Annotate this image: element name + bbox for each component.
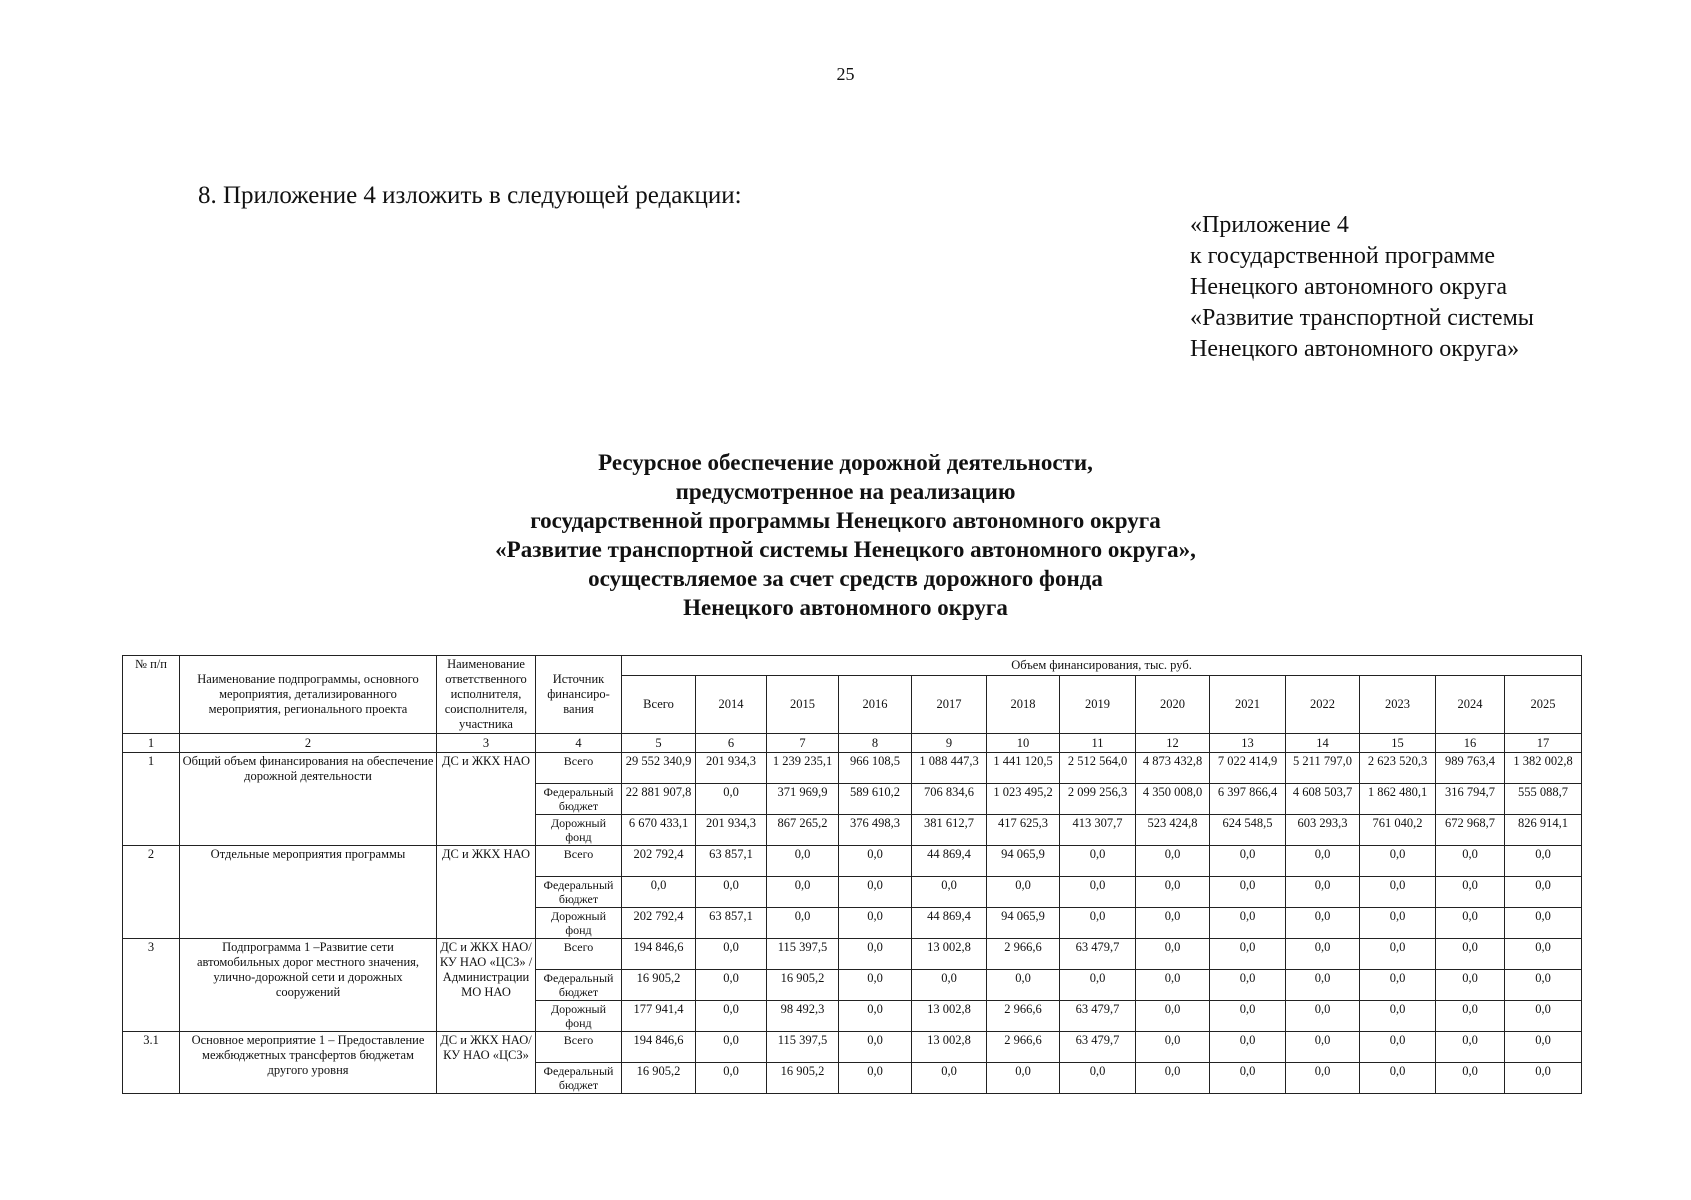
header-source: Источник финансиро-вания [536,656,622,734]
value-cell: 2 623 520,3 [1360,753,1436,784]
value-cell: 0,0 [1286,1001,1360,1032]
header-year: 2016 [839,676,912,734]
table-row [123,939,1582,970]
header-year: 2019 [1060,676,1136,734]
value-cell: 0,0 [1505,908,1582,939]
heading-line: Ненецкого автономного округа [683,595,1008,620]
value-cell: 2 966,6 [987,1001,1060,1032]
value-cell: 6 397 866,4 [1210,784,1286,815]
header-year: 2014 [696,676,767,734]
column-number: 16 [1436,734,1505,753]
row-executor: ДС и ЖКХ НАО/ КУ НАО «ЦСЗ» [437,1032,536,1094]
header-year: 2022 [1286,676,1360,734]
value-cell: 603 293,3 [1286,815,1360,846]
column-number: 5 [622,734,696,753]
value-cell: 13 002,8 [912,939,987,970]
value-cell: 16 905,2 [767,1063,839,1094]
value-cell: 0,0 [1136,1001,1210,1032]
heading-line: предусмотренное на реализацию [675,479,1016,504]
value-cell: 0,0 [1136,970,1210,1001]
column-number: 6 [696,734,767,753]
column-number: 17 [1505,734,1582,753]
value-cell: 0,0 [1436,1032,1505,1063]
page-number: 25 [836,64,855,84]
value-cell: 826 914,1 [1505,815,1582,846]
value-cell: 376 498,3 [839,815,912,846]
value-cell: 1 441 120,5 [987,753,1060,784]
value-cell: 0,0 [987,877,1060,908]
value-cell: 0,0 [1210,1063,1286,1094]
table-row [123,846,1582,877]
column-number: 1 [123,734,180,753]
value-cell: 0,0 [1360,846,1436,877]
value-cell: 371 969,9 [767,784,839,815]
value-cell: 555 088,7 [1505,784,1582,815]
value-cell: 115 397,5 [767,1032,839,1063]
value-cell: 0,0 [839,970,912,1001]
value-cell: 94 065,9 [987,908,1060,939]
column-number: 7 [767,734,839,753]
column-numbers-row [123,734,1582,753]
value-cell: 417 625,3 [987,815,1060,846]
value-cell: 0,0 [767,846,839,877]
value-cell: 0,0 [622,877,696,908]
row-source: Дорожный фонд [536,815,622,846]
column-number: 14 [1286,734,1360,753]
column-number: 9 [912,734,987,753]
value-cell: 0,0 [1136,939,1210,970]
value-cell: 0,0 [1136,1032,1210,1063]
heading-line: государственной программы Ненецкого автономного округа [530,508,1161,533]
value-cell: 44 869,4 [912,846,987,877]
row-source: Всего [536,939,622,970]
row-name: Подпрограмма 1 –Развитие сети автомобильных дорог местного значения, улично-дорожной сети и дорожных сооружений [180,939,437,1032]
value-cell: 316 794,7 [1436,784,1505,815]
value-cell: 2 966,6 [987,1032,1060,1063]
value-cell: 0,0 [839,877,912,908]
row-name: Общий объем финансирования на обеспечение дорожной деятельности [180,753,437,846]
value-cell: 115 397,5 [767,939,839,970]
value-cell: 0,0 [696,1032,767,1063]
value-cell: 0,0 [1286,939,1360,970]
column-number: 10 [987,734,1060,753]
value-cell: 44 869,4 [912,908,987,939]
header-name: Наименование подпрограммы, основного мероприятия, детализированного мероприятия, регионального проекта [180,656,437,734]
value-cell: 0,0 [1505,1001,1582,1032]
header-year: 2015 [767,676,839,734]
value-cell: 63 479,7 [1060,1032,1136,1063]
value-cell: 0,0 [1505,877,1582,908]
value-cell: 16 905,2 [622,970,696,1001]
value-cell: 0,0 [839,908,912,939]
heading-line: «Развитие транспортной системы Ненецкого автономного округа», [495,537,1196,562]
value-cell: 63 857,1 [696,846,767,877]
value-cell: 0,0 [912,1063,987,1094]
value-cell: 16 905,2 [767,970,839,1001]
value-cell: 0,0 [1286,970,1360,1001]
value-cell: 0,0 [1136,877,1210,908]
heading-line: осуществляемое за счет средств дорожного фонда [588,566,1103,591]
document-heading [0,448,1691,622]
value-cell: 0,0 [1060,1063,1136,1094]
value-cell: 0,0 [839,1001,912,1032]
value-cell: 0,0 [1210,1001,1286,1032]
value-cell: 0,0 [1360,939,1436,970]
value-cell: 201 934,3 [696,753,767,784]
value-cell: 0,0 [1136,846,1210,877]
value-cell: 5 211 797,0 [1286,753,1360,784]
column-number: 13 [1210,734,1286,753]
value-cell: 0,0 [1210,939,1286,970]
value-cell: 0,0 [1360,908,1436,939]
value-cell: 0,0 [696,784,767,815]
column-number: 2 [180,734,437,753]
value-cell: 381 612,7 [912,815,987,846]
value-cell: 761 040,2 [1360,815,1436,846]
appendix-caption [1190,210,1534,365]
row-executor: ДС и ЖКХ НАО [437,846,536,939]
value-cell: 0,0 [696,1063,767,1094]
row-source: Федеральный бюджет [536,1063,622,1094]
header-volume: Объем финансирования, тыс. руб. [622,656,1582,676]
row-source: Всего [536,1032,622,1063]
value-cell: 4 608 503,7 [1286,784,1360,815]
header-year: 2020 [1136,676,1210,734]
value-cell: 0,0 [1060,908,1136,939]
column-number: 11 [1060,734,1136,753]
value-cell: 0,0 [839,1032,912,1063]
value-cell: 2 966,6 [987,939,1060,970]
row-number: 2 [123,846,180,939]
value-cell: 0,0 [1210,1032,1286,1063]
value-cell: 177 941,4 [622,1001,696,1032]
value-cell: 867 265,2 [767,815,839,846]
value-cell: 22 881 907,8 [622,784,696,815]
value-cell: 0,0 [987,970,1060,1001]
column-number: 12 [1136,734,1210,753]
value-cell: 6 670 433,1 [622,815,696,846]
value-cell: 0,0 [1505,1063,1582,1094]
value-cell: 0,0 [1136,1063,1210,1094]
row-source: Дорожный фонд [536,1001,622,1032]
value-cell: 202 792,4 [622,908,696,939]
header-year: Всего [622,676,696,734]
value-cell: 0,0 [1210,877,1286,908]
value-cell: 29 552 340,9 [622,753,696,784]
row-executor: ДС и ЖКХ НАО [437,753,536,846]
value-cell: 0,0 [1136,908,1210,939]
table-body [123,753,1582,1094]
header-year: 2018 [987,676,1060,734]
appendix-line: Ненецкого автономного округа» [1190,336,1520,362]
value-cell: 0,0 [1436,939,1505,970]
table-row [123,753,1582,784]
value-cell: 1 382 002,8 [1505,753,1582,784]
header-year: 2025 [1505,676,1582,734]
value-cell: 0,0 [1286,846,1360,877]
value-cell: 0,0 [1060,846,1136,877]
column-number: 15 [1360,734,1436,753]
value-cell: 0,0 [1505,970,1582,1001]
value-cell: 16 905,2 [622,1063,696,1094]
value-cell: 0,0 [1505,939,1582,970]
value-cell: 1 023 495,2 [987,784,1060,815]
value-cell: 0,0 [1436,1001,1505,1032]
value-cell: 966 108,5 [839,753,912,784]
value-cell: 4 350 008,0 [1136,784,1210,815]
value-cell: 0,0 [1360,877,1436,908]
header-year: 2023 [1360,676,1436,734]
value-cell: 624 548,5 [1210,815,1286,846]
value-cell: 202 792,4 [622,846,696,877]
intro-text: 8. Приложение 4 изложить в следующей редакции: [198,182,742,209]
value-cell: 1 088 447,3 [912,753,987,784]
value-cell: 194 846,6 [622,1032,696,1063]
column-number: 8 [839,734,912,753]
header-year: 2024 [1436,676,1505,734]
value-cell: 0,0 [1360,1032,1436,1063]
financing-table [122,655,1582,1094]
value-cell: 0,0 [1436,877,1505,908]
value-cell: 0,0 [696,970,767,1001]
value-cell: 0,0 [1286,1032,1360,1063]
header-year: 2017 [912,676,987,734]
value-cell: 0,0 [1286,1063,1360,1094]
value-cell: 1 862 480,1 [1360,784,1436,815]
row-source: Федеральный бюджет [536,877,622,908]
value-cell: 989 763,4 [1436,753,1505,784]
row-name: Отдельные мероприятия программы [180,846,437,939]
value-cell: 13 002,8 [912,1032,987,1063]
appendix-line: «Приложение 4 [1190,212,1349,238]
value-cell: 589 610,2 [839,784,912,815]
value-cell: 0,0 [1286,877,1360,908]
header-year: 2021 [1210,676,1286,734]
value-cell: 0,0 [839,939,912,970]
value-cell: 0,0 [767,877,839,908]
value-cell: 706 834,6 [912,784,987,815]
value-cell: 63 479,7 [1060,939,1136,970]
row-name: Основное мероприятие 1 – Предоставление межбюджетных трансфертов бюджетам другого уровня [180,1032,437,1094]
appendix-line: к государственной программе [1190,243,1496,269]
value-cell: 523 424,8 [1136,815,1210,846]
heading-line: Ресурсное обеспечение дорожной деятельности, [598,450,1093,475]
value-cell: 0,0 [1286,908,1360,939]
value-cell: 98 492,3 [767,1001,839,1032]
value-cell: 0,0 [1505,1032,1582,1063]
value-cell: 4 873 432,8 [1136,753,1210,784]
value-cell: 7 022 414,9 [1210,753,1286,784]
row-source: Всего [536,753,622,784]
row-number: 3.1 [123,1032,180,1094]
column-number: 3 [437,734,536,753]
value-cell: 0,0 [912,970,987,1001]
value-cell: 0,0 [912,877,987,908]
value-cell: 0,0 [1360,970,1436,1001]
value-cell: 0,0 [1210,970,1286,1001]
value-cell: 0,0 [1436,846,1505,877]
value-cell: 0,0 [1360,1001,1436,1032]
value-cell: 94 065,9 [987,846,1060,877]
value-cell: 0,0 [1436,1063,1505,1094]
header-num: № п/п [123,656,180,734]
table-header-row [123,656,1582,676]
value-cell: 2 099 256,3 [1060,784,1136,815]
row-source: Всего [536,846,622,877]
value-cell: 0,0 [1436,908,1505,939]
appendix-line: Ненецкого автономного округа [1190,274,1508,300]
row-number: 3 [123,939,180,1032]
value-cell: 0,0 [696,939,767,970]
header-exec: Наименование ответственного исполнителя, соисполнителя, участника [437,656,536,734]
value-cell: 194 846,6 [622,939,696,970]
table-row [123,1032,1582,1063]
value-cell: 1 239 235,1 [767,753,839,784]
value-cell: 63 857,1 [696,908,767,939]
row-source: Дорожный фонд [536,908,622,939]
row-number: 1 [123,753,180,846]
value-cell: 0,0 [1210,846,1286,877]
value-cell: 0,0 [1436,970,1505,1001]
column-number: 4 [536,734,622,753]
value-cell: 201 934,3 [696,815,767,846]
value-cell: 2 512 564,0 [1060,753,1136,784]
value-cell: 63 479,7 [1060,1001,1136,1032]
value-cell: 0,0 [767,908,839,939]
value-cell: 0,0 [1060,970,1136,1001]
row-executor: ДС и ЖКХ НАО/ КУ НАО «ЦСЗ» / Администрации МО НАО [437,939,536,1032]
value-cell: 0,0 [1360,1063,1436,1094]
value-cell: 0,0 [1210,908,1286,939]
value-cell: 0,0 [696,1001,767,1032]
value-cell: 0,0 [696,877,767,908]
value-cell: 0,0 [839,846,912,877]
value-cell: 672 968,7 [1436,815,1505,846]
value-cell: 0,0 [839,1063,912,1094]
appendix-line: «Развитие транспортной системы [1190,305,1534,331]
value-cell: 0,0 [987,1063,1060,1094]
value-cell: 0,0 [1060,877,1136,908]
row-source: Федеральный бюджет [536,784,622,815]
value-cell: 0,0 [1505,846,1582,877]
value-cell: 413 307,7 [1060,815,1136,846]
row-source: Федеральный бюджет [536,970,622,1001]
value-cell: 13 002,8 [912,1001,987,1032]
